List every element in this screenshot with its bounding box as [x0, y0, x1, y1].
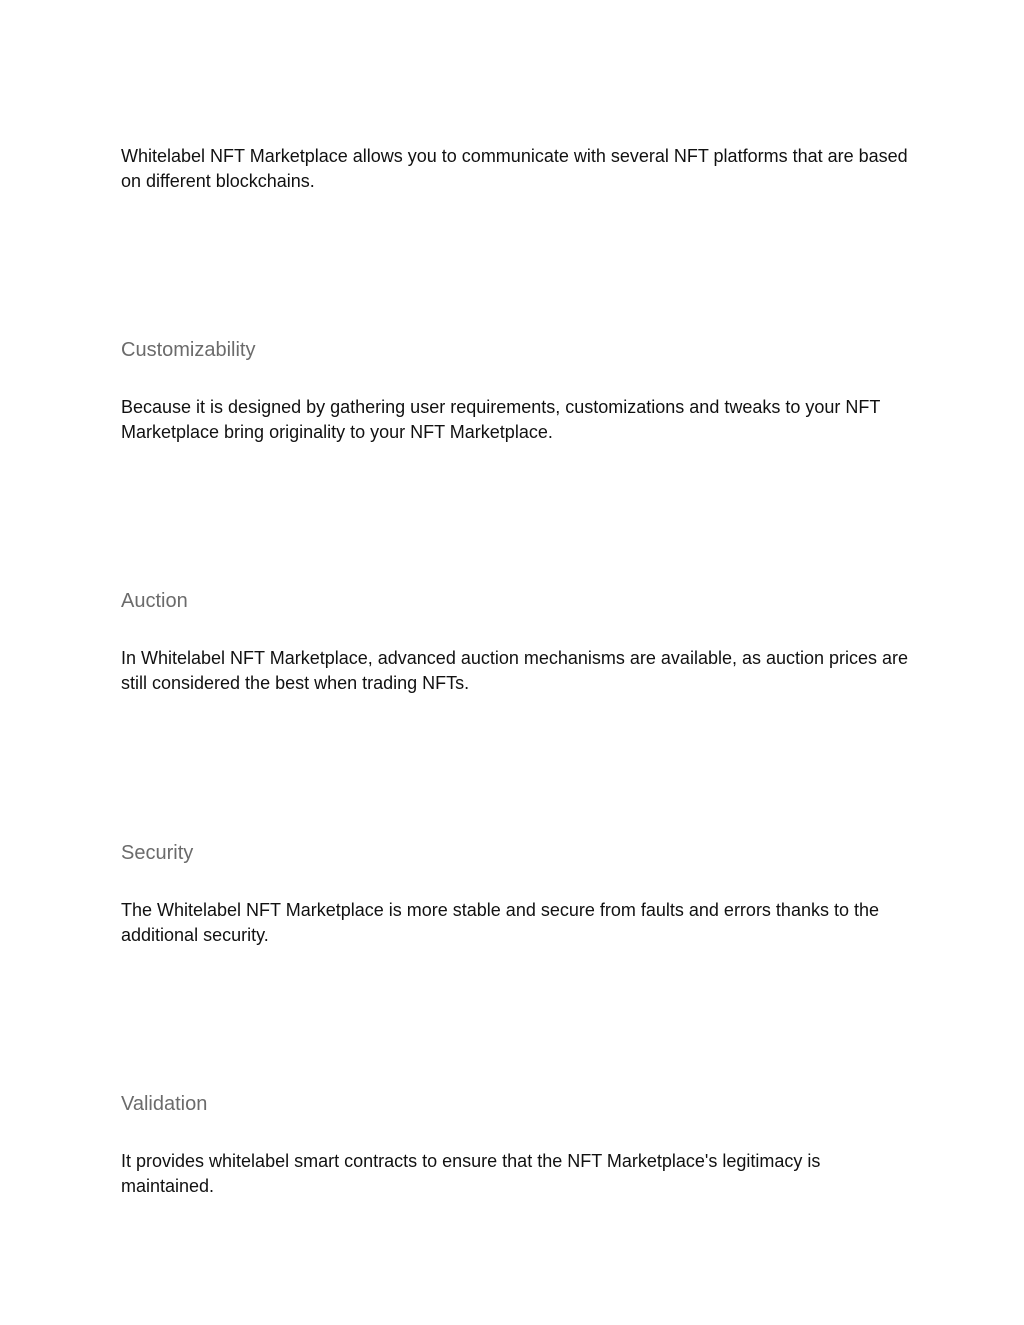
- section-body-security: The Whitelabel NFT Marketplace is more stable and secure from faults and errors thanks to the additional security.: [121, 900, 880, 945]
- section-heading-auction: Auction: [121, 590, 188, 612]
- section-body-customizability: Because it is designed by gathering user requirements, customizations and tweaks to your NFT Marketplace bring originality to your NFT Marketplace.: [121, 397, 881, 442]
- section-body-validation: It provides whitelabel smart contracts to ensure that the NFT Marketplace's legitimacy is maintained.: [121, 1151, 821, 1196]
- section-body-auction: In Whitelabel NFT Marketplace, advanced auction mechanisms are available, as auction prices are still considered the best when trading NFTs.: [121, 648, 909, 693]
- intro-paragraph: Whitelabel NFT Marketplace allows you to communicate with several NFT platforms that are based on different blockchains.: [121, 146, 908, 191]
- section-heading-validation: Validation: [121, 1093, 208, 1115]
- section-heading-customizability: Customizability: [121, 339, 256, 361]
- section-heading-security: Security: [121, 842, 194, 864]
